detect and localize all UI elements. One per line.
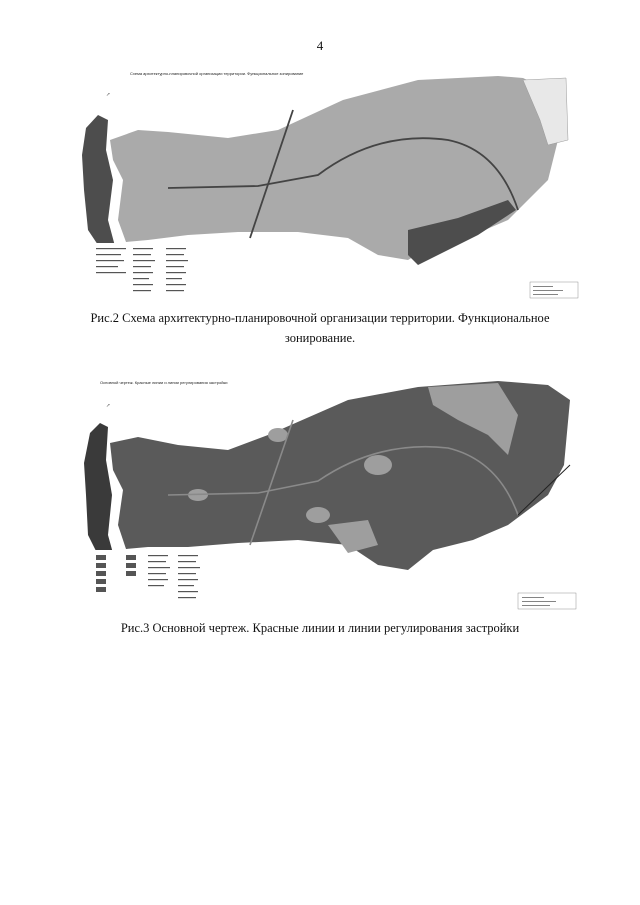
- north-arrow-icon: ↗: [106, 93, 111, 98]
- map-title: Основной чертеж. Красные линии и линии регулирования застройки: [100, 380, 228, 385]
- functional-zone-light: [110, 76, 558, 260]
- figure-2-caption: [40, 308, 600, 348]
- stamp-block: [530, 282, 578, 298]
- main-drawing-map-image: [78, 375, 580, 615]
- open-area-south: [306, 507, 330, 523]
- legend-area: [94, 243, 214, 298]
- figure-main-drawing-map: [78, 375, 580, 615]
- stamp-block: [518, 593, 576, 609]
- figure-3-caption-line1: Рис.3 Основной чертеж. Красные линии и линии регулирования застройки: [120, 621, 520, 635]
- north-arrow-icon: ↗: [106, 404, 111, 409]
- open-area-north-west: [268, 428, 288, 442]
- western-dark-zone: [82, 115, 116, 250]
- figure-2-caption-line2: зонирование.: [284, 331, 356, 345]
- map-title: Схема архитектурно-планировочной организации территории. Функциональное зонирование: [130, 71, 304, 76]
- functional-zoning-map-image: [78, 60, 580, 305]
- figure-functional-zoning-map: [78, 60, 580, 305]
- page-number: 4: [316, 38, 324, 53]
- open-area-center: [364, 455, 392, 475]
- western-water-zone: [84, 423, 114, 557]
- figure-2-caption-line1: Рис.2 Схема архитектурно-планировочной организации территории. Функциональное: [90, 311, 550, 325]
- figure-3-caption: [40, 618, 600, 638]
